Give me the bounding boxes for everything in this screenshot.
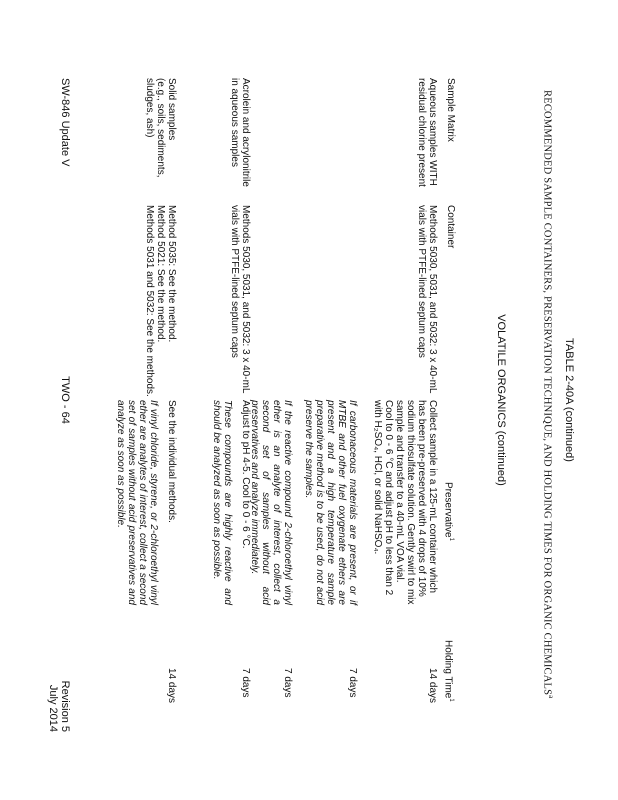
- row3-container-line3: Methods 5031 and 5032: See the methods.: [144, 205, 155, 397]
- row1-matrix-line1: Aqueous samples WITH: [427, 78, 438, 186]
- row2-preservative: Adjust to pH 4-5. Cool to 0 - 6 °C.: [240, 400, 251, 549]
- row1-container-line1: Methods 5030, 5031, and 5032: 3 x 40-mL: [427, 205, 438, 394]
- row1-note1-holding-time: 7 days: [347, 668, 358, 698]
- row1-note2: If the reactive compound 2-chloroethyl vinyl ether is an analyte of interest, collect a second set of samples without acid preservatives and analyze immediately.: [249, 400, 293, 605]
- column-header-preservative: [443, 482, 456, 541]
- heading-text: RECOMMENDED SAMPLE CONTAINERS, PRESERVATION TECHNIQUE, AND HOLDING TIMES FOR ORGANIC CHEMICALS: [541, 90, 553, 696]
- column-header-container: Container: [445, 205, 456, 249]
- preservative-label: Preservative: [442, 482, 454, 538]
- section-title: VOLATILE ORGANICS (continued): [495, 314, 507, 486]
- row3-container-line2: Method 5021: See the method.: [155, 205, 166, 343]
- row3-holding-time: 14 days: [166, 668, 177, 704]
- row3-matrix-line3: sludges, ash): [144, 78, 155, 138]
- row3-container-line1: Method 5035: See the method.: [166, 205, 177, 343]
- row2-matrix-line2: in aqueous samples: [229, 78, 240, 167]
- row2-matrix-line1: Acrolein and acrylonitrile: [240, 78, 251, 187]
- table-title: TABLE 2-40A (continued): [563, 338, 575, 462]
- row2-container-line2: vials with PTFE-lined septum caps: [229, 205, 240, 358]
- table-heading: [542, 90, 557, 698]
- row3-matrix-line2: (e.g., soils, sediments,: [155, 78, 166, 178]
- footer-revision: Revision 5: [59, 680, 71, 732]
- row1-note2-holding-time: 7 days: [282, 668, 293, 698]
- footer-document-id: SW-846 Update V: [59, 78, 71, 167]
- footer-date: July 2014: [47, 684, 59, 732]
- column-header-holding-time: [443, 640, 456, 702]
- row2-note: These compounds are highly reactive and should be analyzed as soon as possible.: [211, 400, 233, 605]
- row1-holding-time: 14 days: [427, 668, 438, 704]
- footer-page-number: TWO - 64: [59, 376, 71, 424]
- preservative-footnote-mark: 1: [448, 537, 454, 541]
- row3-note: If vinyl chloride, styrene, or 2-chloroethyl vinyl ether are analytes of interest, collect a second set of samples without acid preservatives and analyze as soon as possible.: [115, 400, 159, 605]
- row3-matrix-line1: Solid samples: [166, 78, 177, 141]
- row1-container-line2: vials with PTFE-lined septum caps: [416, 205, 427, 358]
- row1-matrix-line2: residual chlorine present: [416, 78, 427, 187]
- heading-footnote-mark: a: [547, 695, 555, 699]
- holding-time-label: Holding Time: [442, 640, 454, 699]
- row2-holding-time: 7 days: [240, 668, 251, 698]
- row2-container-line1: Methods 5030, 5031, and 5032: 3 x 40-mL: [240, 205, 251, 394]
- row1-note1: If carbonaceous materials are present, or if MTBE and other fuel oxygenate ethers are present and a high temperature sample preparative method is to be used, do not acid preserve the samples.: [303, 400, 358, 605]
- column-header-matrix: Sample Matrix: [445, 78, 456, 142]
- holding-time-footnote-mark: 1: [448, 698, 454, 702]
- row1-preservative: Collect sample in a 125-mL container which has been pre-preserved with 4 drops of 10% sodium thiosulfate solution. Gently swirl to mix sample and transfer to a 40-mL VOA vial. Cool to 0 - 6 °C and adjust pH to less than 2 with H₂SO₄, HCl, or solid NaHSO₄.: [372, 400, 438, 605]
- row3-preservative: See the individual methods.: [166, 400, 177, 523]
